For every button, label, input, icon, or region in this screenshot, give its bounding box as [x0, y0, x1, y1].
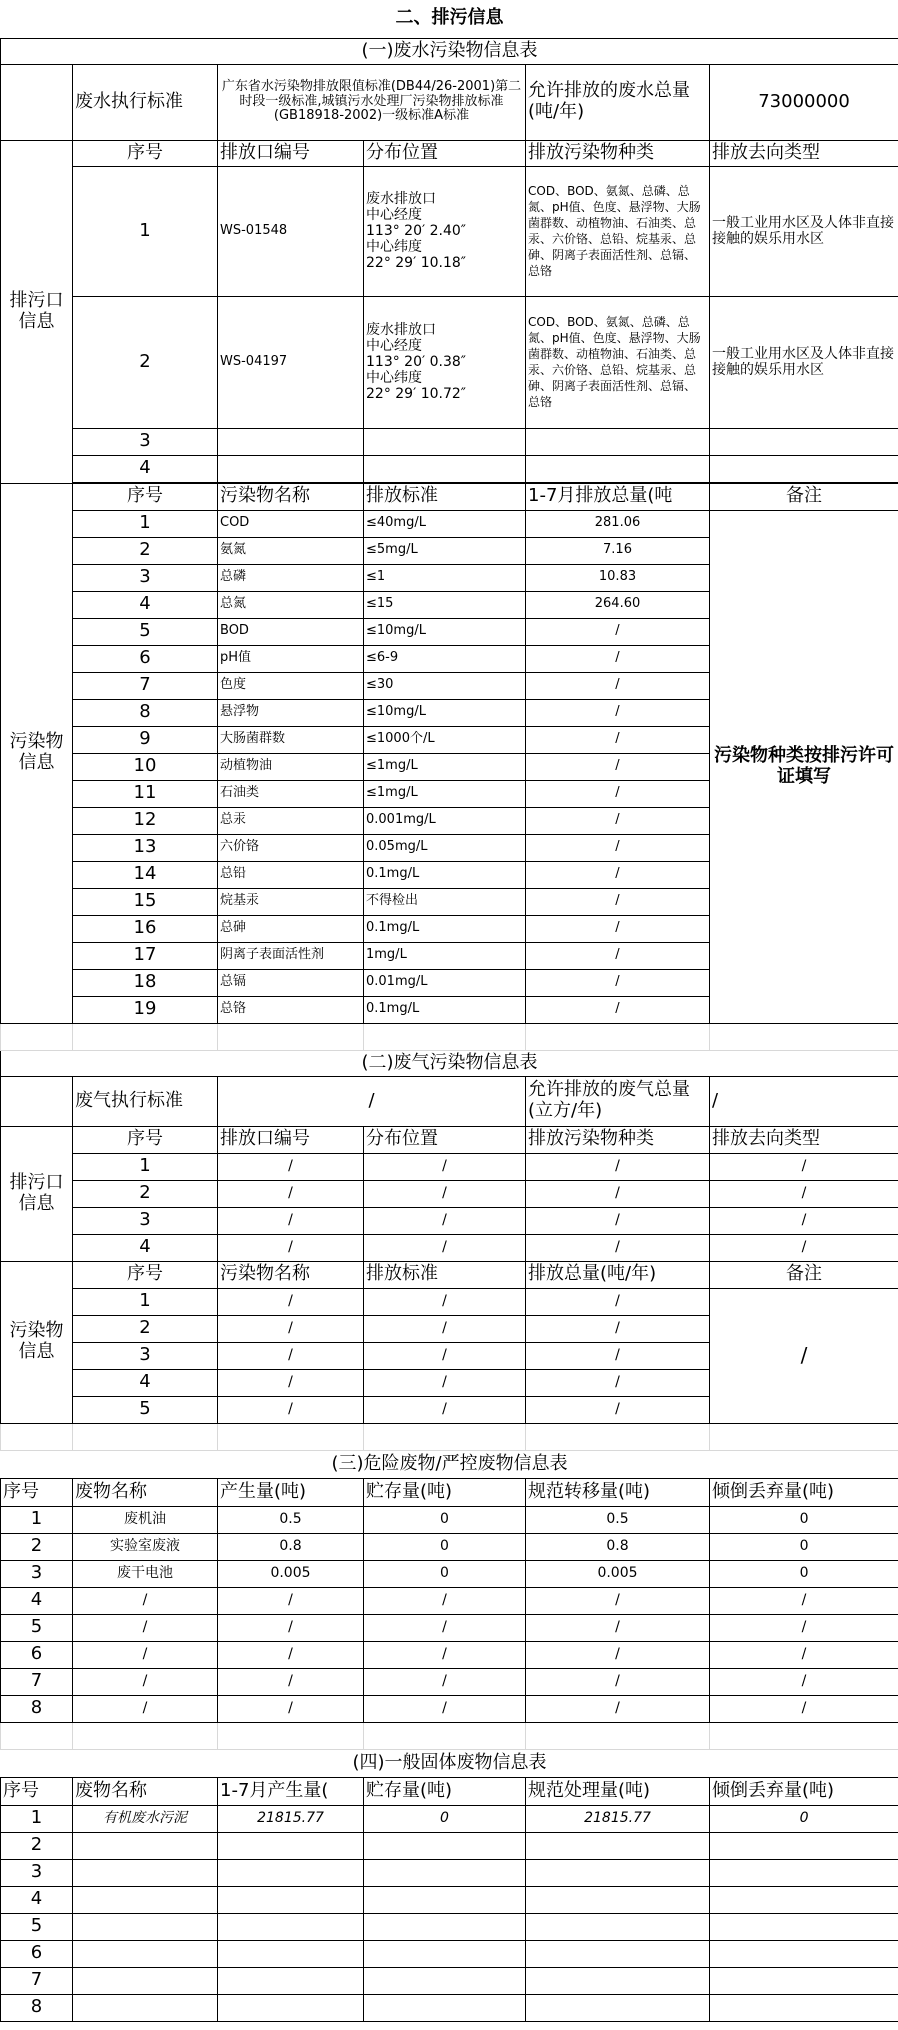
hazard-cell: /	[710, 1695, 898, 1722]
solid-cell: 7	[1, 1967, 73, 1994]
hazard-cell: /	[526, 1641, 710, 1668]
gas-section-title: (二)废气污染物信息表	[1, 1050, 898, 1076]
hazard-cell: /	[218, 1641, 364, 1668]
solid-cell	[73, 1859, 218, 1886]
pollutant-name: 总镉	[218, 969, 364, 996]
pollutant-no: 17	[73, 942, 218, 969]
gas-allow-value: /	[710, 1076, 898, 1126]
solid-cell	[526, 1940, 710, 1967]
pollutant-no: 18	[73, 969, 218, 996]
water-outlet-direction: 一般工业用水区及人体非直接接触的娱乐用水区	[710, 166, 898, 296]
pollutant-total: /	[526, 834, 710, 861]
pollutant-standard: ≤15	[364, 591, 526, 618]
hazard-cell: 0	[364, 1506, 526, 1533]
solid-header: 规范处理量(吨)	[526, 1777, 710, 1805]
pollutant-no: 7	[73, 672, 218, 699]
pollutant-no: 4	[73, 591, 218, 618]
gas-pollutant-header: 排放总量(吨/年)	[526, 1261, 710, 1288]
hazard-cell: /	[218, 1668, 364, 1695]
gas-pollutant-cell: /	[218, 1369, 364, 1396]
hazard-cell: 0	[710, 1533, 898, 1560]
solid-cell	[710, 1967, 898, 1994]
hazard-cell: 0	[364, 1533, 526, 1560]
pollutant-name: 悬浮物	[218, 699, 364, 726]
gas-pollutant-cell: /	[364, 1288, 526, 1315]
gas-standard-label: 废气执行标准	[73, 1076, 218, 1126]
gas-outlet-no: 2	[73, 1180, 218, 1207]
gas-outlet-header: 排放污染物种类	[526, 1126, 710, 1153]
gas-outlet-no: 1	[73, 1153, 218, 1180]
pollutant-total: 264.60	[526, 591, 710, 618]
hazard-cell: 3	[1, 1560, 73, 1587]
pollutant-no: 6	[73, 645, 218, 672]
hazard-header: 规范转移量(吨)	[526, 1478, 710, 1506]
water-outlet-direction	[710, 455, 898, 482]
pollutant-no: 11	[73, 780, 218, 807]
hazard-cell: /	[526, 1668, 710, 1695]
gas-pollutant-no: 4	[73, 1369, 218, 1396]
gas-pollutant-remark: /	[710, 1288, 898, 1423]
gas-outlet-cell: /	[218, 1153, 364, 1180]
hazard-cell: 0.5	[526, 1506, 710, 1533]
gas-pollutant-cell: /	[364, 1369, 526, 1396]
solid-cell: 2	[1, 1832, 73, 1859]
solid-cell	[73, 1994, 218, 2021]
solid-cell: 4	[1, 1886, 73, 1913]
hazard-header: 废物名称	[73, 1478, 218, 1506]
pollutant-no: 5	[73, 618, 218, 645]
hazard-cell: /	[364, 1614, 526, 1641]
hazard-cell: 0	[710, 1506, 898, 1533]
gas-pollutant-header: 污染物名称	[218, 1261, 364, 1288]
pollutant-name: 六价铬	[218, 834, 364, 861]
hazard-cell: /	[73, 1695, 218, 1722]
pollutant-name: BOD	[218, 618, 364, 645]
gas-standard-value: /	[218, 1076, 526, 1126]
pollutant-no: 9	[73, 726, 218, 753]
water-outlet-header: 序号	[73, 140, 218, 166]
pollutant-total: /	[526, 645, 710, 672]
water-outlet-kinds: COD、BOD、氨氮、总磷、总氮、pH值、色度、悬浮物、大肠菌群数、动植物油、石油类、总汞、六价铬、总铅、烷基汞、总砷、阴离子表面活性剂、总镉、总铬	[526, 166, 710, 296]
water-outlet-header: 分布位置	[364, 140, 526, 166]
gas-outlet-no: 3	[73, 1207, 218, 1234]
pollutant-standard: ≤10mg/L	[364, 699, 526, 726]
gas-outlet-cell: /	[218, 1234, 364, 1261]
gas-outlet-cell: /	[710, 1180, 898, 1207]
gas-pollutant-no: 5	[73, 1396, 218, 1423]
pollutant-standard: ≤1000个/L	[364, 726, 526, 753]
hazard-cell: /	[73, 1587, 218, 1614]
solid-cell	[218, 1994, 364, 2021]
hazard-section-title: (三)危险废物/严控废物信息表	[331, 1452, 568, 1474]
solid-cell	[526, 1913, 710, 1940]
solid-cell	[364, 1967, 526, 1994]
gas-pollutant-header: 序号	[73, 1261, 218, 1288]
solid-header: 废物名称	[73, 1777, 218, 1805]
pollutant-name: 大肠菌群数	[218, 726, 364, 753]
solid-header: 贮存量(吨)	[364, 1777, 526, 1805]
hazard-cell: 7	[1, 1668, 73, 1695]
solid-cell	[364, 1994, 526, 2021]
solid-section-title: (四)一般固体废物信息表	[352, 1751, 547, 1773]
water-outlet-location: 废水排放口 中心经度 113° 20′ 2.40″ 中心纬度 22° 29′ 10.18″	[364, 166, 526, 296]
pollutant-standard: ≤10mg/L	[364, 618, 526, 645]
solid-header: 倾倒丢弃量(吨)	[710, 1777, 898, 1805]
pollutant-standard: 0.1mg/L	[364, 915, 526, 942]
pollutant-no: 12	[73, 807, 218, 834]
pollutant-name: 总铅	[218, 861, 364, 888]
pollutant-total: /	[526, 942, 710, 969]
water-outlet-code: WS-04197	[218, 296, 364, 428]
gas-outlet-cell: /	[218, 1207, 364, 1234]
pollutant-name: 动植物油	[218, 753, 364, 780]
hazard-cell: 0.005	[526, 1560, 710, 1587]
pollutant-total: 7.16	[526, 537, 710, 564]
pollutant-standard: 0.05mg/L	[364, 834, 526, 861]
gas-pollutant-cell: /	[364, 1315, 526, 1342]
pollutant-total: /	[526, 888, 710, 915]
water-outlet-no: 2	[73, 296, 218, 428]
hazard-cell: /	[73, 1614, 218, 1641]
gas-pollutant-cell: /	[526, 1396, 710, 1423]
solid-cell: 3	[1, 1859, 73, 1886]
solid-cell	[218, 1940, 364, 1967]
solid-cell	[526, 1859, 710, 1886]
hazard-cell: 0.005	[218, 1560, 364, 1587]
hazard-cell: 废干电池	[73, 1560, 218, 1587]
solid-cell	[73, 1940, 218, 1967]
gas-outlet-header: 分布位置	[364, 1126, 526, 1153]
water-pollutant-header: 1-7月排放总量(吨	[526, 483, 710, 510]
solid-cell	[526, 1967, 710, 1994]
solid-cell	[218, 1832, 364, 1859]
water-outlet-location	[364, 455, 526, 482]
solid-cell: 21815.77	[526, 1805, 710, 1832]
gas-outlet-cell: /	[526, 1234, 710, 1261]
pollutant-total: /	[526, 780, 710, 807]
solid-cell	[218, 1886, 364, 1913]
page-title: 二、排污信息	[395, 7, 504, 29]
pollutant-total: /	[526, 699, 710, 726]
pollutant-no: 16	[73, 915, 218, 942]
pollutant-name: 总氮	[218, 591, 364, 618]
gas-pollutant-header: 备注	[710, 1261, 898, 1288]
solid-cell	[710, 1859, 898, 1886]
pollutant-no: 2	[73, 537, 218, 564]
solid-header: 1-7月产生量(	[218, 1777, 364, 1805]
water-pollutant-header: 排放标准	[364, 483, 526, 510]
gas-pollutant-cell: /	[526, 1288, 710, 1315]
pollutant-standard: ≤1	[364, 564, 526, 591]
pollutant-name: 色度	[218, 672, 364, 699]
solid-cell	[364, 1832, 526, 1859]
hazard-cell: 6	[1, 1641, 73, 1668]
solid-cell	[73, 1832, 218, 1859]
hazard-cell: /	[73, 1668, 218, 1695]
solid-cell	[218, 1967, 364, 1994]
gas-pollutant-header: 排放标准	[364, 1261, 526, 1288]
gas-pollutant-no: 1	[73, 1288, 218, 1315]
pollutant-standard: 0.001mg/L	[364, 807, 526, 834]
water-outlet-code: WS-01548	[218, 166, 364, 296]
pollutant-standard: ≤1mg/L	[364, 753, 526, 780]
pollutant-total: /	[526, 861, 710, 888]
hazard-cell: 5	[1, 1614, 73, 1641]
hazard-cell: /	[364, 1641, 526, 1668]
pollutant-total: 10.83	[526, 564, 710, 591]
pollutant-no: 3	[73, 564, 218, 591]
pollutant-name: 总砷	[218, 915, 364, 942]
gas-pollutant-cell: /	[218, 1315, 364, 1342]
water-outlet-group-label: 排污口信息	[1, 140, 73, 483]
water-allow-label: 允许排放的废水总量(吨/年)	[526, 64, 710, 140]
gas-pollutant-cell: /	[218, 1396, 364, 1423]
hazard-cell: /	[710, 1641, 898, 1668]
gas-pollutant-cell: /	[218, 1342, 364, 1369]
water-section-title: (一)废水污染物信息表	[1, 38, 898, 64]
water-pollutant-group-label: 污染物信息	[1, 483, 73, 1023]
gas-pollutant-cell: /	[526, 1342, 710, 1369]
hazard-cell: 8	[1, 1695, 73, 1722]
pollutant-total: /	[526, 996, 710, 1023]
solid-cell	[364, 1859, 526, 1886]
pollutant-no: 15	[73, 888, 218, 915]
water-standard-text: 广东省水污染物排放限值标准(DB44/26-2001)第二时段一级标准,城镇污水处理厂污染物排放标准(GB18918-2002)一级标准A标准	[218, 64, 526, 140]
solid-cell	[218, 1913, 364, 1940]
gas-pollutant-group-label: 污染物信息	[1, 1261, 73, 1423]
water-header-spacer	[1, 64, 73, 140]
hazard-cell: 0	[364, 1560, 526, 1587]
hazard-cell: /	[526, 1614, 710, 1641]
pollutant-name: 总铬	[218, 996, 364, 1023]
hazard-cell: /	[218, 1614, 364, 1641]
solid-cell: 0	[364, 1805, 526, 1832]
hazard-cell: /	[364, 1695, 526, 1722]
water-outlet-header: 排放口编号	[218, 140, 364, 166]
hazard-cell: 2	[1, 1533, 73, 1560]
gas-outlet-header: 排放去向类型	[710, 1126, 898, 1153]
solid-cell	[526, 1886, 710, 1913]
hazard-cell: /	[710, 1668, 898, 1695]
solid-cell	[73, 1886, 218, 1913]
water-outlet-code	[218, 428, 364, 455]
pollutant-standard: 0.01mg/L	[364, 969, 526, 996]
pollutant-total: /	[526, 969, 710, 996]
hazard-cell: /	[710, 1614, 898, 1641]
solid-header: 序号	[1, 1777, 73, 1805]
pollutant-total: 281.06	[526, 510, 710, 537]
pollutant-name: 阴离子表面活性剂	[218, 942, 364, 969]
pollutant-name: 总磷	[218, 564, 364, 591]
pollutant-standard: ≤1mg/L	[364, 780, 526, 807]
solid-cell	[710, 1994, 898, 2021]
gas-outlet-cell: /	[364, 1207, 526, 1234]
pollutant-name: 氨氮	[218, 537, 364, 564]
gas-pollutant-cell: /	[364, 1396, 526, 1423]
hazard-cell: 0	[710, 1560, 898, 1587]
water-allow-value: 73000000	[710, 64, 898, 140]
solid-cell: 21815.77	[218, 1805, 364, 1832]
pollutant-standard: ≤30	[364, 672, 526, 699]
gas-allow-label: 允许排放的废气总量(立方/年)	[526, 1076, 710, 1126]
pollutant-name: COD	[218, 510, 364, 537]
gas-pollutant-no: 2	[73, 1315, 218, 1342]
solid-cell	[526, 1832, 710, 1859]
water-outlet-kinds: COD、BOD、氨氮、总磷、总氮、pH值、色度、悬浮物、大肠菌群数、动植物油、石油类、总汞、六价铬、总铅、烷基汞、总砷、阴离子表面活性剂、总镉、总铬	[526, 296, 710, 428]
water-outlet-direction	[710, 428, 898, 455]
gas-outlet-cell: /	[364, 1180, 526, 1207]
pollutant-name: 石油类	[218, 780, 364, 807]
gas-outlet-cell: /	[526, 1180, 710, 1207]
hazard-header: 倾倒丢弃量(吨)	[710, 1478, 898, 1506]
solid-cell: 8	[1, 1994, 73, 2021]
pollutant-standard: ≤6-9	[364, 645, 526, 672]
hazard-cell: /	[364, 1587, 526, 1614]
solid-cell	[710, 1886, 898, 1913]
gas-pollutant-cell: /	[526, 1315, 710, 1342]
gas-pollutant-cell: /	[364, 1342, 526, 1369]
gas-outlet-group-label: 排污口信息	[1, 1126, 73, 1261]
gas-header-spacer	[1, 1076, 73, 1126]
hazard-cell: 0.8	[218, 1533, 364, 1560]
pollutant-total: /	[526, 672, 710, 699]
pollutant-total: /	[526, 753, 710, 780]
gas-outlet-cell: /	[218, 1180, 364, 1207]
hazard-header: 序号	[1, 1478, 73, 1506]
hazard-header: 贮存量(吨)	[364, 1478, 526, 1506]
hazard-cell: /	[218, 1695, 364, 1722]
water-outlet-kinds	[526, 428, 710, 455]
gas-pollutant-cell: /	[218, 1288, 364, 1315]
solid-cell	[710, 1832, 898, 1859]
gas-outlet-header: 排放口编号	[218, 1126, 364, 1153]
pollutant-standard: 0.1mg/L	[364, 996, 526, 1023]
water-standard-label: 废水执行标准	[73, 64, 218, 140]
hazard-header: 产生量(吨)	[218, 1478, 364, 1506]
pollutant-standard: 1mg/L	[364, 942, 526, 969]
solid-cell	[73, 1913, 218, 1940]
solid-cell	[364, 1940, 526, 1967]
pollutant-total: /	[526, 618, 710, 645]
gas-outlet-cell: /	[710, 1153, 898, 1180]
hazard-cell: /	[526, 1695, 710, 1722]
solid-cell	[364, 1913, 526, 1940]
solid-cell: 6	[1, 1940, 73, 1967]
water-outlet-header: 排放污染物种类	[526, 140, 710, 166]
solid-cell: 有机废水污泥	[73, 1805, 218, 1832]
gas-outlet-cell: /	[710, 1234, 898, 1261]
water-outlet-no: 4	[73, 455, 218, 482]
gas-outlet-cell: /	[526, 1153, 710, 1180]
hazard-cell: 实验室废液	[73, 1533, 218, 1560]
water-pollutant-header: 备注	[710, 483, 898, 510]
hazard-cell: /	[218, 1587, 364, 1614]
water-outlet-location	[364, 428, 526, 455]
hazard-cell: 0.8	[526, 1533, 710, 1560]
solid-cell	[526, 1994, 710, 2021]
gas-outlet-cell: /	[526, 1207, 710, 1234]
solid-cell	[364, 1886, 526, 1913]
gas-outlet-cell: /	[710, 1207, 898, 1234]
pollutant-no: 10	[73, 753, 218, 780]
hazard-cell: /	[73, 1641, 218, 1668]
pollutant-no: 14	[73, 861, 218, 888]
gas-outlet-cell: /	[364, 1234, 526, 1261]
solid-cell: 0	[710, 1805, 898, 1832]
pollutant-total: /	[526, 807, 710, 834]
water-outlet-no: 1	[73, 166, 218, 296]
water-outlet-location: 废水排放口 中心经度 113° 20′ 0.38″ 中心纬度 22° 29′ 10.72″	[364, 296, 526, 428]
solid-cell	[710, 1913, 898, 1940]
pollutant-standard: ≤5mg/L	[364, 537, 526, 564]
hazard-cell: 4	[1, 1587, 73, 1614]
gas-pollutant-no: 3	[73, 1342, 218, 1369]
water-outlet-no: 3	[73, 428, 218, 455]
pollutant-standard: 0.1mg/L	[364, 861, 526, 888]
hazard-cell: 废机油	[73, 1506, 218, 1533]
pollutant-total: /	[526, 726, 710, 753]
pollutant-standard: 不得检出	[364, 888, 526, 915]
pollutant-total: /	[526, 915, 710, 942]
water-outlet-header: 排放去向类型	[710, 140, 898, 166]
pollutant-name: 烷基汞	[218, 888, 364, 915]
pollutant-no: 8	[73, 699, 218, 726]
water-outlet-code	[218, 455, 364, 482]
hazard-cell: /	[710, 1587, 898, 1614]
water-pollutant-remark: 污染物种类按排污许可证填写	[710, 510, 898, 1023]
gas-outlet-no: 4	[73, 1234, 218, 1261]
solid-cell	[218, 1859, 364, 1886]
gas-pollutant-cell: /	[526, 1369, 710, 1396]
hazard-cell: /	[526, 1587, 710, 1614]
gas-outlet-header: 序号	[73, 1126, 218, 1153]
hazard-cell: /	[364, 1668, 526, 1695]
solid-cell	[73, 1967, 218, 1994]
solid-cell	[710, 1940, 898, 1967]
hazard-cell: 1	[1, 1506, 73, 1533]
solid-cell: 5	[1, 1913, 73, 1940]
pollutant-no: 19	[73, 996, 218, 1023]
pollutant-no: 1	[73, 510, 218, 537]
hazard-cell: 0.5	[218, 1506, 364, 1533]
gas-outlet-cell: /	[364, 1153, 526, 1180]
pollutant-name: 总汞	[218, 807, 364, 834]
water-pollutant-header: 污染物名称	[218, 483, 364, 510]
pollutant-standard: ≤40mg/L	[364, 510, 526, 537]
pollutant-no: 13	[73, 834, 218, 861]
water-pollutant-header: 序号	[73, 483, 218, 510]
solid-cell: 1	[1, 1805, 73, 1832]
water-outlet-direction: 一般工业用水区及人体非直接接触的娱乐用水区	[710, 296, 898, 428]
pollutant-name: pH值	[218, 645, 364, 672]
water-outlet-kinds	[526, 455, 710, 482]
